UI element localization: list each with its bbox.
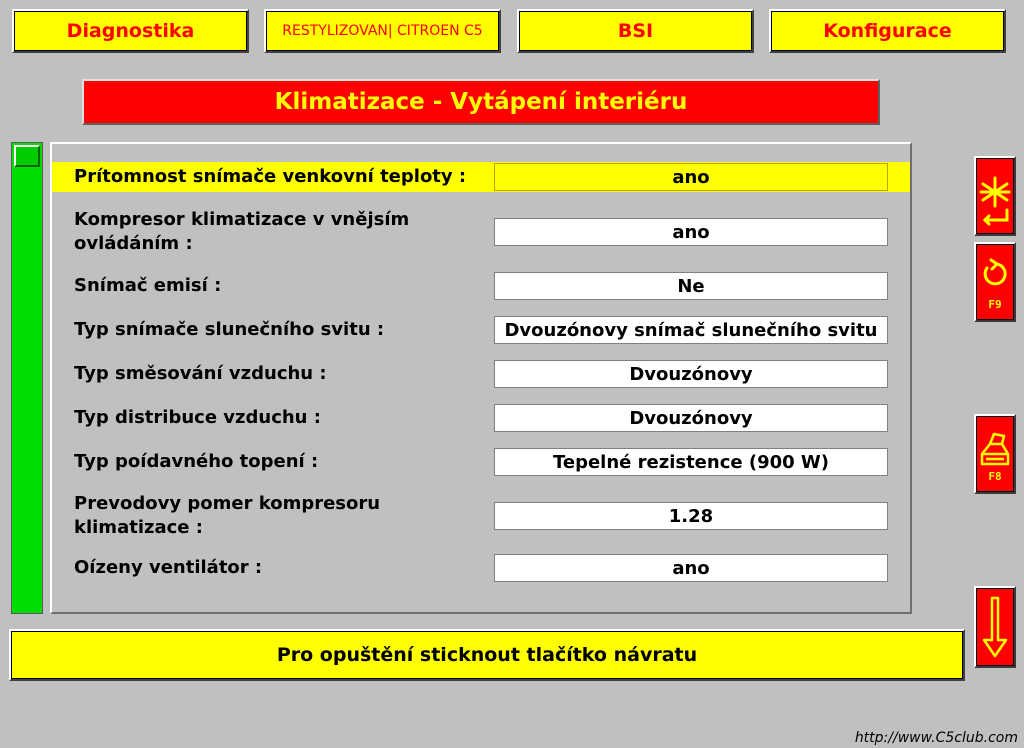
f9-key-label: F9 [988, 297, 1002, 311]
table-row[interactable] [52, 446, 910, 478]
table-row[interactable] [52, 488, 910, 544]
table-row[interactable] [52, 204, 910, 260]
tab-bsi[interactable] [517, 9, 754, 53]
table-row[interactable] [52, 552, 910, 584]
row-value: Tepelné rezistence (900 W) [494, 448, 888, 476]
refresh-icon [979, 254, 1011, 298]
f8-key-label: F8 [988, 469, 1002, 483]
row-label: Typ distribuce vzduchu : [74, 407, 321, 428]
table-row[interactable] [52, 162, 910, 192]
row-label: Prítomnost snímače venkovní teploty : [74, 166, 467, 187]
tab-vehicle-label: RESTYLIZOVAN| CITROEN C5 [282, 23, 483, 39]
row-label: Prevodovy pomer kompresoru klimatizace : [74, 493, 381, 538]
tab-konfigurace[interactable] [769, 9, 1006, 53]
watermark: http://www.C5club.com [854, 730, 1018, 746]
tab-vehicle[interactable] [264, 9, 501, 53]
row-value: ano [494, 554, 888, 582]
table-row[interactable] [52, 402, 910, 434]
back-button[interactable] [974, 586, 1016, 668]
row-value: ano [494, 163, 888, 191]
table-row[interactable] [52, 270, 910, 302]
row-label: Typ poídavného topení : [74, 451, 319, 472]
tab-bsi-label: BSI [617, 20, 654, 42]
row-label: Typ směsování vzduchu : [74, 363, 327, 384]
row-label: Typ snímače slunečního svitu : [74, 319, 385, 340]
scrollbar[interactable] [11, 142, 43, 614]
table-row[interactable] [52, 314, 910, 346]
row-value: Ne [494, 272, 888, 300]
row-label: Kompresor klimatizace v vnějsím ovládáním : [74, 209, 410, 254]
star-enter-icon [979, 166, 1011, 226]
printer-icon [978, 426, 1012, 470]
table-row[interactable] [52, 358, 910, 390]
refresh-f9-button[interactable] [974, 242, 1016, 322]
row-value: Dvouzónovy snímač slunečního svitu [494, 316, 888, 344]
exit-message-bar[interactable]: Pro opuštění sticknout tlačítko návratu [9, 629, 965, 681]
row-value: Dvouzónovy [494, 404, 888, 432]
arrow-down-icon [982, 594, 1008, 660]
print-f8-button[interactable] [974, 414, 1016, 494]
page-title: Klimatizace - Vytápení interiéru [82, 79, 880, 125]
row-value: Dvouzónovy [494, 360, 888, 388]
tab-diagnostika[interactable] [12, 9, 249, 53]
config-panel [50, 142, 912, 614]
tab-diagnostika-label: Diagnostika [66, 20, 195, 42]
scrollbar-thumb[interactable] [14, 145, 40, 167]
validate-button[interactable] [974, 156, 1016, 236]
tab-konfigurace-label: Konfigurace [823, 20, 952, 42]
row-value: ano [494, 218, 888, 246]
row-label: Snímač emisí : [74, 275, 222, 296]
row-label: Oízeny ventilátor : [74, 557, 263, 578]
row-value: 1.28 [494, 502, 888, 530]
